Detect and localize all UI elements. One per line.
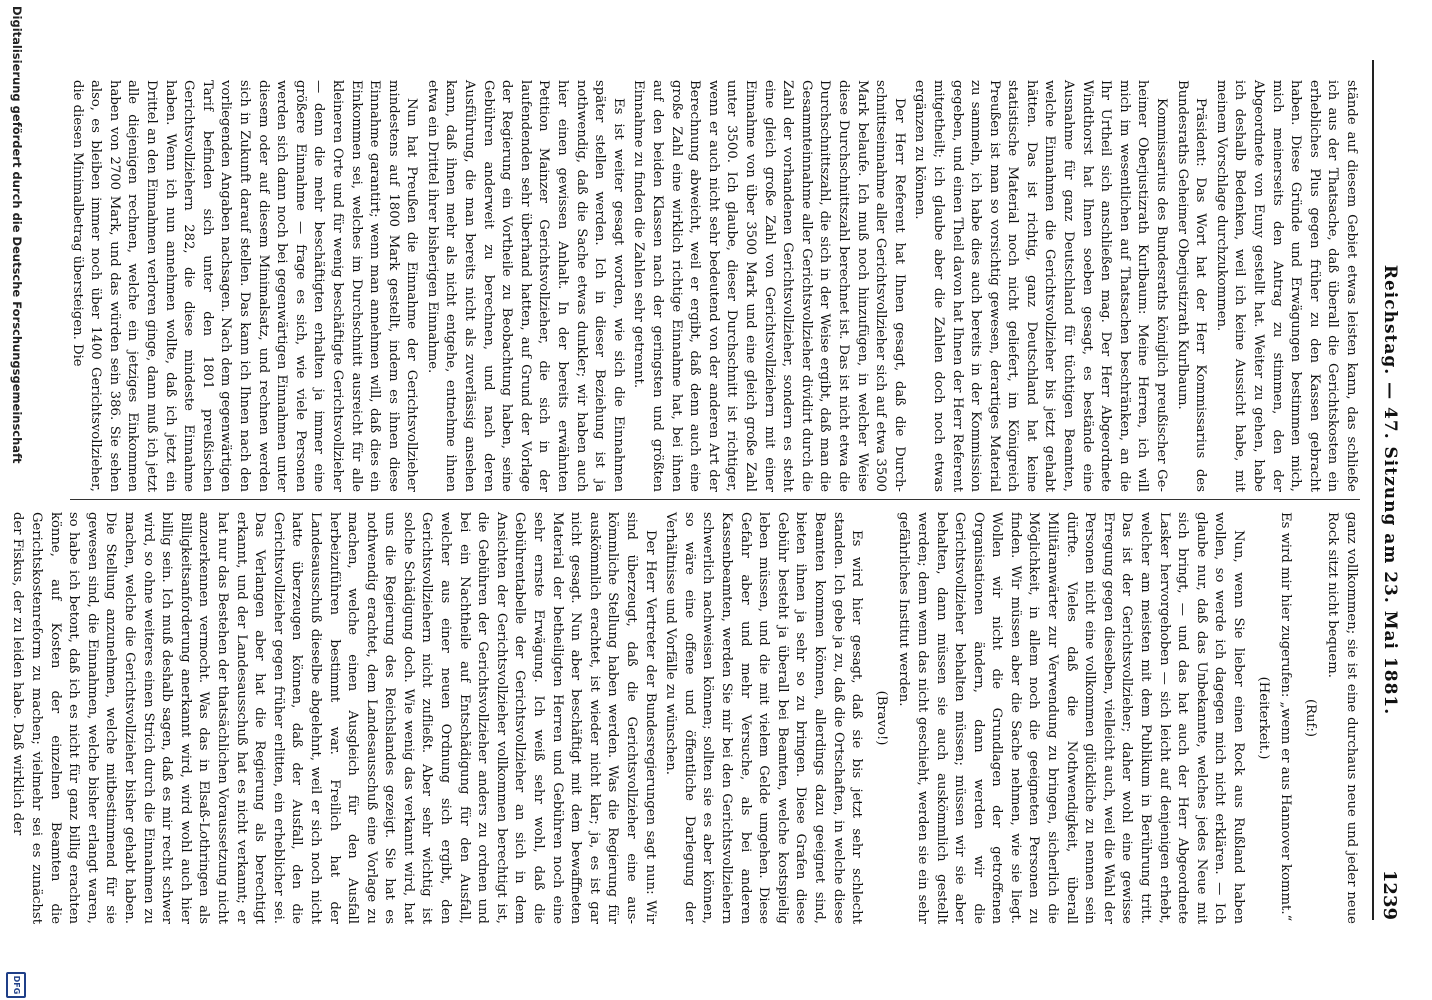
page-number: 1239 <box>1379 869 1400 920</box>
interjection: (Bravo!) <box>873 690 889 746</box>
page-footer <box>6 0 26 1000</box>
paragraph: Präsident: Das Wort hat der Herr Kommissarius des Bundesraths Geheimer Oberjustizrath Kurlbaum. <box>1174 80 1209 492</box>
paragraph: Der Herr Referent hat Ihnen gesagt, daß die Durchschnittseinnahme aller Gerichtsvollzieher sich auf etwa 3500 Mark belaufe. Ich muß noch hinzufügen, in welcher Weise diese Durchschnittszahl berechnet ist. Das ist nicht etwa die Durchschnittszahl, die sich in der Weise ergibt, daß man die Gesammteinnahme aller Gerichtsvollzieher dividirt durch die Zahl der vorhandenen Gerichtsvollzieher, sondern es steht eine gleich große Zahl von Gerichtsvollziehern mit einer Einnahme von über 3500 Mark und eine gleich große Zahl unter 3500. Ich glaube, dieser Durchschnitt ist richtiger, wenn er auch nicht sehr bedeutend von der anderen Art der Berechnung abweicht, weil er ergibt, daß denn auch eine große Zahl eine wirklich richtige Einnahme hat, bei ihnen auf den beiden Klassen nach der geringsten und größten Einnahme zu finden die Zahlen sehr getrennt. <box>631 80 907 492</box>
paragraph: Es wird mir hier zugerufen: „wenn er aus Hannover kommt.“ <box>1278 512 1294 922</box>
text-column-left <box>70 80 1360 492</box>
interjection: (Ruf:) <box>1302 698 1318 738</box>
paragraph: Der Herr Vertreter der Bundesregierungen sagt nun: Wir sind überzeugt, daß die Gerichtsvollzieher eine auskömmliche Stellung haben werden. Was die Regierung für auskömmlich erachtet, ist wieder nicht klar; ja, es ist gar nicht gesagt. Nun aber beschäftigt mit dem bewaffneten Material der betheiligten Herren und Gebühren noch eine sehr ernste Erwägung. Ich weiß sehr wohl, daß die Gebührentabelle der Gerichtsvollzieher an sich in dem Ansichten der Gerichtsvollzieher vollkommen berechtigt ist, die Gebühren der Gerichtsvollzieher anders zu ordnen und bei ein Nachtheile auf Entschädigung für den Ausfall, welcher aus einer neuen Ordnung sich ergibt, den Gerichtsvollziehern nicht zufließt. Aber sehr wichtig ist solche Schädigung doch. Wie wenig das verkannt wird, hat uns die Regierung des Reichslandes gezeigt. Sie hat es nothwendig erachtet, dem Landesausschuß eine Vorlage zu machen, welche einen Ausgleich für den Ausfall herbeizuführen bestimmt war. Freilich hat der Landesausschuß dieselbe abgelehnt, weil er sich noch nicht hatte überzeugen können, daß der Ausfall, den die Gerichtsvollzieher gegen früher erlitten, ein erheblicher sei. Das Verlangen aber hat die Regierung als berechtigt erkannt, und der Landesausschuß hat es nicht verkannt; er hat nur das Bestehen der thatsächlichen Voraussetzung nicht anzuerkennen vermocht. Was das in Elsaß-Lothringen als Billigkeitsanforderung anerkannt wird, wird wohl auch hier billig sein. Ich muß deshalb sagen, daß es mir recht schwer wird, so ohne weiteres einen Strich durch die Einnahmen zu machen, welche die Gerichtsvollzieher bisher gehabt haben. Die Stellung anzunehmen, welche mitbestimmend für sie gewesen sind, die Einnahmen, welche bisher erlangt waren, so habe ich betont, daß ich es nicht für ganz billig erachten könne, auf Kosten der einzelnen Beamten die Gerichtskostenreform zu machen; vielmehr sei es zunächst der Fiskus, der zu leiden habe. Daß wirklich der <box>10 512 658 924</box>
paragraph: Nun hat Preußen die Einnahme der Gerichtsvollzieher mindestens auf 1800 Mark gestellt, indem es ihnen diese Einnahme garantirt; wenn man annehmen will, daß dies ein Einkommen sei, welches im Durchschnitt ausreicht für alle kleineren Orte und für wenig beschäftigte Gerichtsvollzieher — denn die mehr beschäftigten erhalten ja immer eine größere Einnahme — frage es sich, wie viele Personen werden sich dann noch bei gegenwärtigen Einnahmen unter diesem oder auf diesem Minimalsatz, und rechnen werden sich in Zukunft darauf stellen. Das kann ich Ihnen nach den vorliegenden Angaben nachsagen. Nach dem gegenwärtigen Tarif befinden sich unter den 1801 preußischen Gerichtsvollziehern 282, die diese mindeste Einnahme haben. Wenn ich nun annehmen wollte, daß ich jetzt ein Drittel an den Einnahmen verloren ginge, dann muß ich jetzt alle diejenigen rechnen, welche ein jetziges Einkommen haben von 2700 Mark, und das würden sein 386. Sie sehen also, es bleiben immer noch über 1400 Gerichtsvollzieher, die diesen Minimalbetrag übersteigen. Die <box>69 80 420 492</box>
paragraph: ganz vollkommen; sie ist eine durchaus neue und jeder neue Rock sitzt nicht bequem. <box>1325 512 1359 924</box>
column-divider <box>70 499 1360 500</box>
funding-note: Digitalisierung gefördert durch die Deutsche Forschungsgemeinschaft <box>10 6 24 464</box>
text-column-right <box>10 512 1360 924</box>
header-title: Reichstag. — 47. Sitzung am 23. Mai 1881. <box>1380 264 1400 716</box>
interjection: (Heiterkeit.) <box>1255 676 1271 760</box>
paragraph: Es wird hier gesagt, daß sie bis jetzt sehr schlecht standen. Ich gebe ja zu, daß die Ortschaften, in welche diese Beamten kommen können, allerdings dazu geeignet sind, bieten ihnen ja sehr so zu bringen. Diese Grafen diese Gebühr besteht ja überall bei Beamten, welche kostspielig leben müssen, und die mit vielem Gelde umgehen. Diese Gefahr aber und mehr Versuche, als bei anderen Kassenbeamten, werden Sie mir bei den Gerichtsvollziehern schwerlich nachweisen können; sollten sie es aber können, so wäre eine offene und öffentliche Darlegung der Verhältnisse und Vorfälle zu wünschen. <box>663 512 865 924</box>
paragraph: stände auf diesem Gebiet etwas leisten kann, das schließe ich aus der Thatsache, daß überall die Gerichtskosten ein erhebliches Plus gegen früher zu den Kassen gebracht haben. Diese Gründe und Erwägungen bestimmen mich, mich meinerseits den Antrag zu stimmen, den der Abgeordnete von Euny gestellt hat. Weiter zu gehen, habe ich deshalb Bedenken, weil ich keine Aussicht habe, mit meinem Vorschlage durchzukommen. <box>1213 80 1359 492</box>
paragraph: Kommissarius des Bundesraths königlich preußischer Geheimer Oberjustizrath Kurlbaum: Meine Herren, ich will mich im wesentlichen auf Thatsachen beschränken, an die Ihr Urtheil sich anschließen mag. Der Herr Abgeordnete Windthorst hat Ihnen soeben gesagt, es bestände eine Ausnahme für ganz Deutschland für tüchtigen Beamten, welche Einnahmen die Gerichtsvollzieher bis jetzt gehabt hätten. Das ist richtig, ganz Deutschland hat keine statistische Material noch nicht geliefert, im Königreich Preußen ist man so vorsichtig gewesen, derartiges Material zu sammeln, ich habe dies auch bereits in der Kommission gegeben, und einen Theil davon hat Ihnen der Herr Referent mitgetheilt; ich glaube aber die Zahlen doch noch etwas ergänzen zu können. <box>912 80 1170 492</box>
dfg-logo: DFG <box>6 972 26 998</box>
page-header <box>1372 60 1404 920</box>
paragraph: Es ist weiter gesagt worden, wie sich die Einnahmen später stellen werden. Ich in dieser Beziehung ist ja nothwendig, daß die Sache etwas dunkler; wir haben auch hier einen gewissen Anhalt. In der bereits erwähnten Petition Mainzer Gerichtsvollzieher, die sich in der laufendenden sehr überhand hatten, auf Grund der Vorlage der Regierung ein Vortheile zu Beobachtung haben, seine Gebühren anderweit zu berechnen, und nach deren Ausführung, die man bereits nicht als zuverlässig ansehen kann, daß ihnen mehr als nicht entgehe, entnehme ihnen etwa ein Drittel ihrer bisherigen Einnahme. <box>424 80 626 492</box>
paragraph: Nun, wenn Sie lieber einen Rock aus Rußland haben wollen, so werde ich dagegen mich nicht erklären. — Ich glaube nur, daß das Unbekannte, welches jedes Neue mit sich bringt, — und das hat auch der Herr Abgeordnete Lasker hervorgehoben — sich leicht auf denjenigen erhebt, welcher am meisten mit dem Publikum in Berührung tritt. Das ist der Gerichtsvollzieher; daher wohl eine gewisse Erregung gegen dieselben, vielleicht auch, weil die Wahl der Personen nicht eine vollkommen glückliche zu nennen sein dürfte. Vieles daß die Nothwendigkeit, überall Militäranwärter zur Verwendung zu bringen, sicherlich die Möglichkeit, in allem noch die geeigneten Personen zu finden. Wir müssen aber die Sache nehmen, wie sie liegt. Wollen wir nicht die Grundlagen der getroffenen Organisationen ändern, dann werden wir die Gerichtsvollzieher behalten müssen; müssen wir sie aber behalten, dann müssen sie auch auskömmlich gestellt werden; denn wenn das nicht geschieht, werden sie ein sehr gefährliches Institut werden. <box>896 512 1247 924</box>
